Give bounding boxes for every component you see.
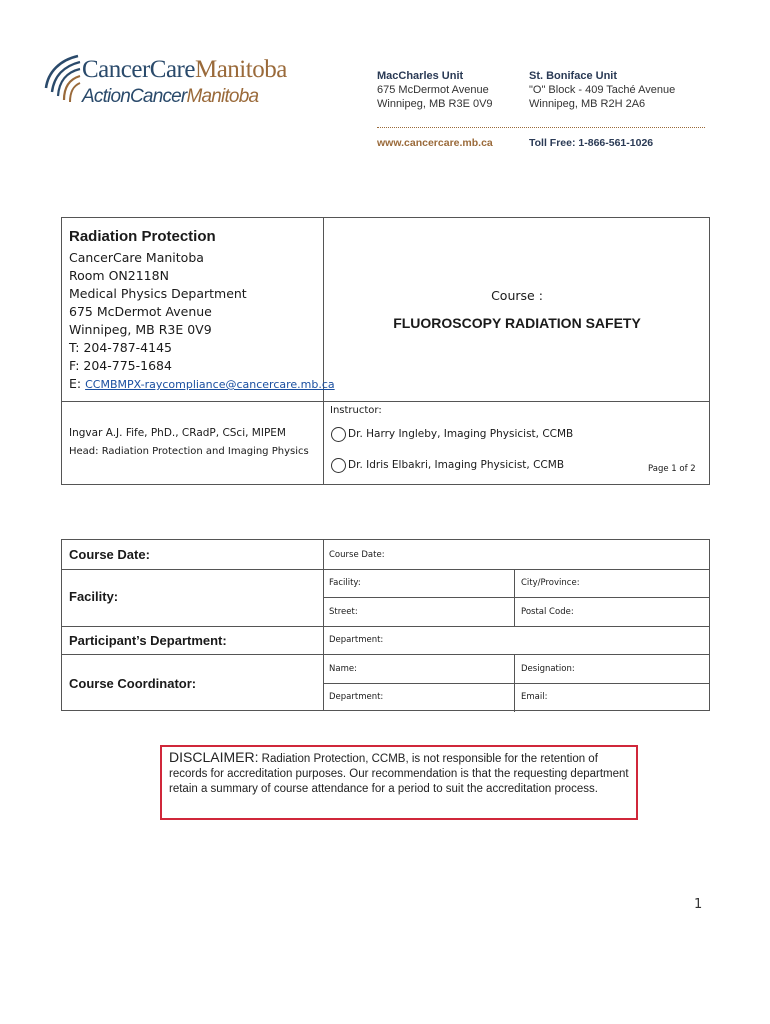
table-divider <box>323 597 709 598</box>
course-date-label: Course Date: <box>69 547 150 562</box>
instructor-option-elbakri: Dr. Idris Elbakri, Imaging Physicist, CCMB <box>348 459 565 471</box>
instructor-option-ingleby: Dr. Harry Ingleby, Imaging Physicist, CCMB <box>348 428 574 440</box>
city-province-field[interactable]: City/Province: <box>521 578 580 588</box>
facility-field[interactable]: Facility: <box>329 578 361 588</box>
table-divider <box>62 626 709 627</box>
instructor-radio-ingleby[interactable] <box>331 427 346 442</box>
coordinator-department-field[interactable]: Department: <box>329 692 384 702</box>
email-field[interactable]: Email: <box>521 692 548 702</box>
course-name: FLUOROSCOPY RADIATION SAFETY <box>393 315 641 331</box>
disclaimer-text: Radiation Protection, CCMB, is not responsible for the retention of records for accreditation purposes. Our recommendation is that the requesting department retain a summary of course attendance for a period to suit the accreditation process. <box>169 753 629 795</box>
logo-wordmark: CancerCareManitoba <box>82 56 287 83</box>
table-divider <box>323 683 709 684</box>
contact-address: CancerCare Manitoba Room ON2118N Medical Physics Department 675 McDermot Avenue Winnipeg, MB R3E 0V9 T: 204-787-4145 F: 204-775-1684 E: CCMBMPX-raycompliance@cancercare.mb.ca <box>69 250 335 391</box>
head-person-role: Head: Radiation Protection and Imaging Physics <box>69 446 309 457</box>
instructor-radio-elbakri[interactable] <box>331 458 346 473</box>
postal-code-field[interactable]: Postal Code: <box>521 607 574 617</box>
header-divider <box>377 127 705 128</box>
st-boniface-unit-address: St. Boniface Unit "O" Block - 409 Taché Avenue Winnipeg, MB R2H 2A6 <box>529 70 676 110</box>
website-link[interactable]: www.cancercare.mb.ca <box>377 137 493 149</box>
table-divider <box>62 654 709 655</box>
course-coordinator-label: Course Coordinator: <box>69 676 197 691</box>
toll-free-number: Toll Free: 1-866-561-1026 <box>529 137 654 149</box>
email-link[interactable]: CCMBMPX-raycompliance@cancercare.mb.ca <box>85 378 335 391</box>
street-field[interactable]: Street: <box>329 607 358 617</box>
course-date-field[interactable]: Course Date: <box>329 550 385 560</box>
page-indicator: Page 1 of 2 <box>648 464 696 474</box>
designation-field[interactable]: Designation: <box>521 664 575 674</box>
table-divider <box>514 654 515 712</box>
participant-department-label: Participant’s Department: <box>69 633 227 648</box>
department-field[interactable]: Department: <box>329 635 384 645</box>
maccharles-unit-address: MacCharles Unit 675 McDermot Avenue Winnipeg, MB R3E 0V9 <box>377 70 493 110</box>
course-details-form <box>61 539 710 711</box>
cancercare-logo <box>42 52 312 114</box>
table-divider <box>323 540 324 710</box>
page-number: 1 <box>694 897 703 912</box>
contact-title: Radiation Protection <box>69 228 216 245</box>
swirl-logo-icon <box>42 52 82 104</box>
disclaimer-box <box>160 745 638 820</box>
facility-label: Facility: <box>69 589 119 604</box>
table-divider <box>514 569 515 626</box>
coordinator-name-field[interactable]: Name: <box>329 664 357 674</box>
disclaimer-heading: DISCLAIMER: <box>169 749 259 765</box>
course-info-table <box>61 217 710 485</box>
table-divider <box>62 401 709 402</box>
table-divider <box>62 569 709 570</box>
head-person-name: Ingvar A.J. Fife, PhD., CRadP, CSci, MIPEM <box>69 427 286 439</box>
logo-subbrand: ActionCancerManitoba <box>82 86 259 107</box>
course-label: Course : <box>491 288 543 303</box>
instructor-label: Instructor: <box>330 405 382 416</box>
